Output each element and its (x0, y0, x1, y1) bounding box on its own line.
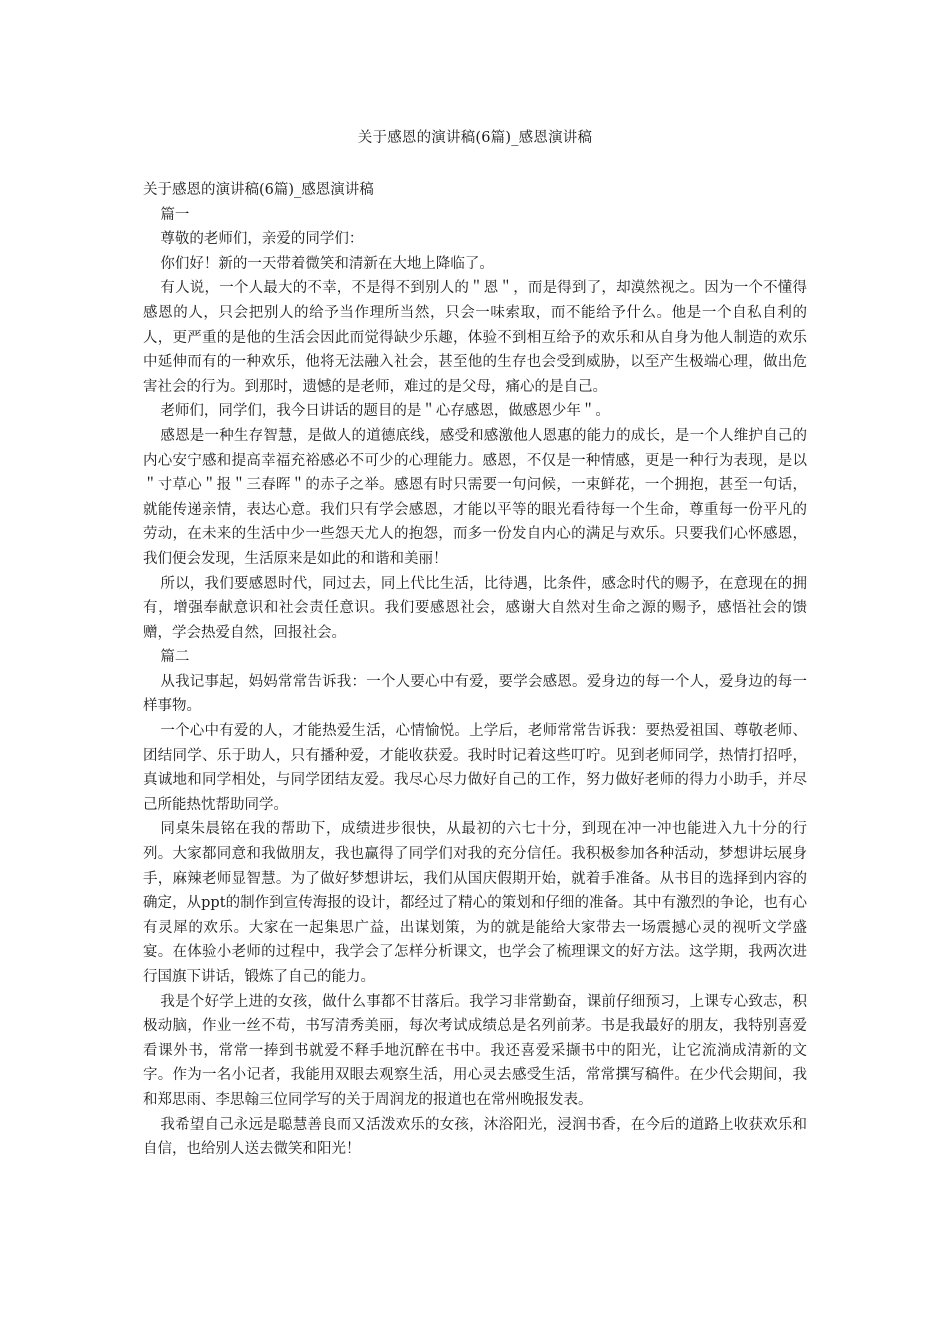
paragraph: 尊敬的老师们，亲爱的同学们： (160, 231, 364, 248)
paragraph: 我是个好学上进的女孩，做什么事都不甘落后。我学习非常勤奋，课前仔细预习，上课专心致志，积极动脑，作业一丝不苟，书写清秀美丽，每次考试成绩总是名列前茅。书是我最好的朋友，我特别喜爱看课外书，常常一捧到书就爱不释手地沉醉在书中。我还喜爱采撷书中的阳光，让它流淌成清新的文字。作为一名小记者，我能用双眼去观察生活，用心灵去感受生活，常常撰写稿件。在少代会期间，我和郑思雨、李思翰三位同学写的关于周润龙的报道也在常州晚报发表。 (143, 993, 807, 1108)
paragraph: 所以，我们要感恩时代，同过去，同上代比生活，比待遇，比条件，感念时代的赐予，在意现在的拥有，增强奉献意识和社会责任意识。我们要感恩社会，感谢大自然对生命之源的赐予，感悟社会的馈赠，学会热爱自然，回报社会。 (143, 575, 807, 641)
document-body (143, 178, 807, 1162)
section-heading: 篇二 (160, 649, 190, 666)
section-heading: 篇一 (160, 206, 190, 223)
paragraph: 从我记事起，妈妈常常告诉我：一个人要心中有爱，要学会感恩。爱身边的每一个人，爱身边的每一样事物。 (143, 673, 807, 715)
paragraph: 一个心中有爱的人，才能热爱生活，心情愉悦。上学后，老师常常告诉我：要热爱祖国、尊敬老师、团结同学、乐于助人，只有播种爱，才能收获爱。我时时记着这些叮咛。见到老师同学，热情打招呼，真诚地和同学相处，与同学团结友爱。我尽心尽力做好自己的工作，努力做好老师的得力小助手，并尽己所能热忱帮助同学。 (143, 723, 807, 813)
paragraph: 你们好！新的一天带着微笑和清新在大地上降临了。 (160, 255, 494, 272)
paragraph: 感恩是一种生存智慧，是做人的道德底线，感受和感激他人恩惠的能力的成长，是一个人维护自己的内心安宁感和提高幸福充裕感必不可少的心理能力。感恩，不仅是一种情感，更是一种行为表现，是以＂寸草心＂报＂三春晖＂的赤子之举。感恩有时只需要一句问候，一束鲜花，一个拥抱，甚至一句话，就能传递亲情，表达心意。我们只有学会感恩，才能以平等的眼光看待每一个生命，尊重每一份平凡的劳动，在未来的生活中少一些怨天尤人的抱怨，而多一份发自内心的满足与欢乐。只要我们心怀感恩，我们便会发现，生活原来是如此的和谐和美丽！ (143, 427, 807, 567)
paragraph: 同桌朱晨铭在我的帮助下，成绩进步很快，从最初的六七十分，到现在冲一冲也能进入九十分的行列。大家都同意和我做朋友，我也赢得了同学们对我的充分信任。我积极参加各种活动，梦想讲坛展身手，麻辣老师显智慧。为了做好梦想讲坛，我们从国庆假期开始，就着手准备。从书目的选择到内容的确定，从ppt的制作到宣传海报的设计，都经过了精心的策划和仔细的准备。其中有激烈的争论，也有心有灵犀的欢乐。大家在一起集思广益，出谋划策，为的就是能给大家带去一场震撼心灵的视听文学盛宴。在体验小老师的过程中，我学会了怎样分析课文，也学会了梳理课文的好方法。这学期，我两次进行国旗下讲话，锻炼了自己的能力。 (143, 821, 807, 985)
document-subtitle: 关于感恩的演讲稿(6篇)_感恩演讲稿 (143, 182, 374, 198)
document-title: 关于感恩的演讲稿(6篇)_感恩演讲稿 (357, 130, 593, 146)
paragraph: 老师们，同学们，我今日讲话的题目的是＂心存感恩，做感恩少年＂。 (160, 403, 610, 420)
paragraph: 有人说，一个人最大的不幸，不是得不到别人的＂恩＂，而是得到了，却漠然视之。因为一个不懂得感恩的人，只会把别人的给予当作理所当然，只会一味索取，而不能给予什么。他是一个自私自利的人，更严重的是他的生活会因此而觉得缺少乐趣，体验不到相互给予的欢乐和从自身为他人制造的欢乐中延伸而有的一种欢乐，他将无法融入社会，甚至他的生存也会受到威胁，以至产生极端心理，做出危害社会的行为。到那时，遗憾的是老师，难过的是父母，痛心的是自己。 (143, 280, 807, 395)
paragraph: 我希望自己永远是聪慧善良而又活泼欢乐的女孩，沐浴阳光，浸润书香，在今后的道路上收获欢乐和自信，也给别人送去微笑和阳光！ (143, 1116, 807, 1158)
